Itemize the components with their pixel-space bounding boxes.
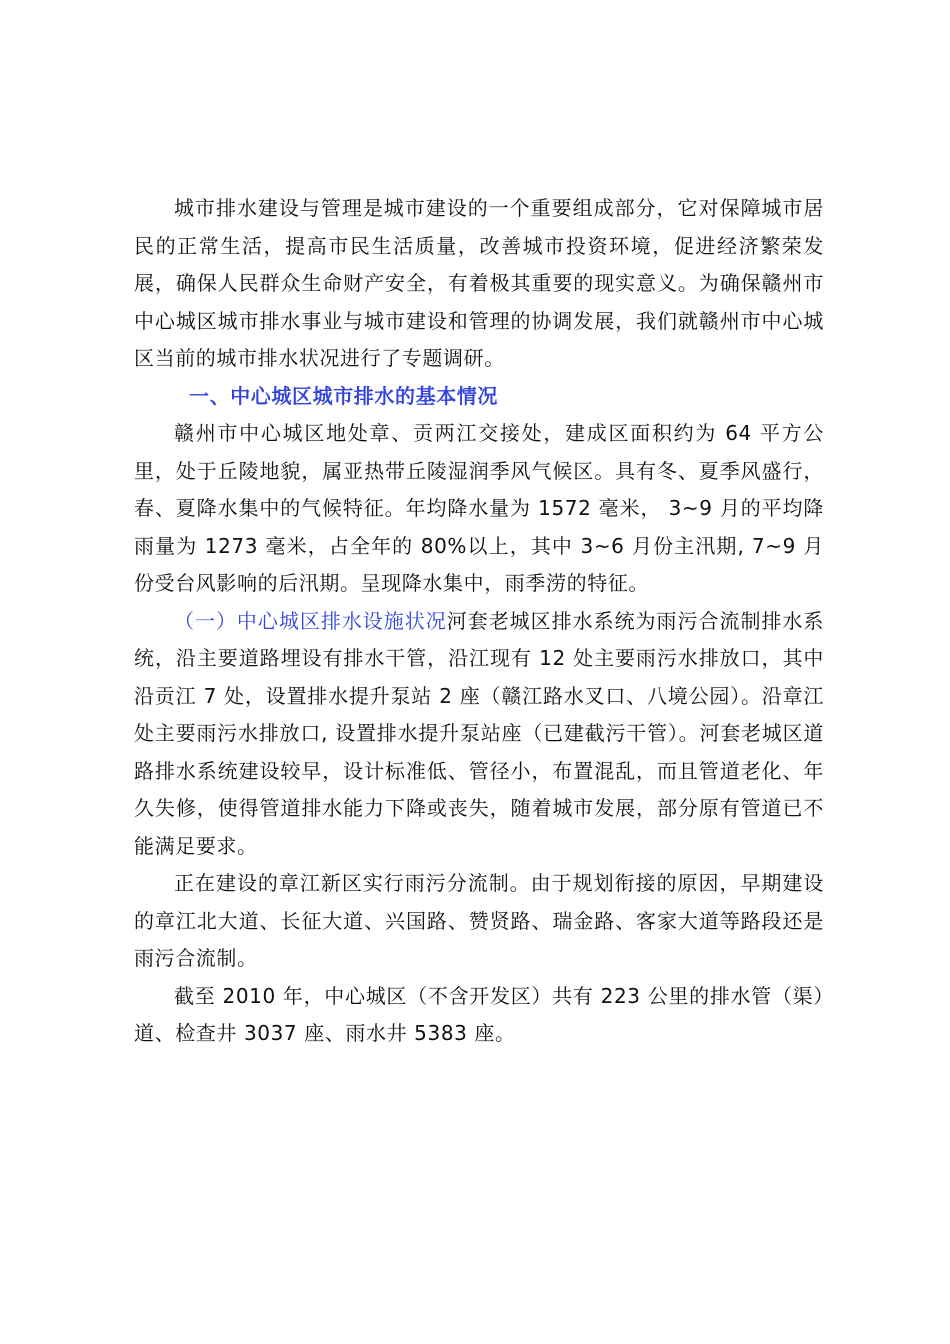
document-body [134, 190, 824, 1053]
subsection-heading: （一）中心城区排水设施状况 [174, 608, 447, 633]
statistics-paragraph: 截至 2010 年，中心城区（不含开发区）共有 223 公里的排水管（渠）道、检查井 3037 座、雨水井 5383 座。 [134, 983, 824, 1045]
facilities-paragraph [134, 603, 824, 866]
section-heading: 一、中心城区城市排水的基本情况 [189, 383, 498, 408]
climate-paragraph: 赣州市中心城区地处章、贡两江交接处，建成区面积约为 64 平方公里，处于丘陵地貌，属亚热带丘陵湿润季风气候区。具有冬、夏季风盛行，春、夏降水集中的气候特征。年均降水量为 1572 毫米， 3~9 月的平均降雨量为 1273 毫米，占全年的 80%以上，其中 3~6 月份主汛期, 7~9 月份受台风影响的后汛期。呈现降水集中，雨季涝的特征。 [134, 421, 824, 595]
new-district-paragraph: 正在建设的章江新区实行雨污分流制。由于规划衔接的原因，早期建设的章江北大道、长征大道、兴国路、赞贤路、瑞金路、客家大道等路段还是雨污合流制。 [134, 871, 824, 970]
intro-paragraph: 城市排水建设与管理是城市建设的一个重要组成部分，它对保障城市居民的正常生活，提高市民生活质量，改善城市投资环境，促进经济繁荣发展，确保人民群众生命财产安全，有着极其重要的现实意义。为确保赣州市中心城区城市排水事业与城市建设和管理的协调发展，我们就赣州市中心城区当前的城市排水状况进行了专题调研。 [134, 196, 824, 370]
facilities-text: 河套老城区排水系统为雨污合流制排水系统，沿主要道路埋设有排水干管，沿江现有 12 处主要雨污水排放口，其中沿贡江 7 处，设置排水提升泵站 2 座（赣江路水叉口、八境公园）。沿章江处主要雨污水排放口, 设置排水提升泵站座（已建截污干管）。河套老城区道路排水系统建设较早，设计标准低、管径小，布置混乱，而且管道老化、年久失修，使得管道排水能力下降或丧失，随着城市发展，部分原有管道已不能满足要求。 [134, 608, 824, 858]
